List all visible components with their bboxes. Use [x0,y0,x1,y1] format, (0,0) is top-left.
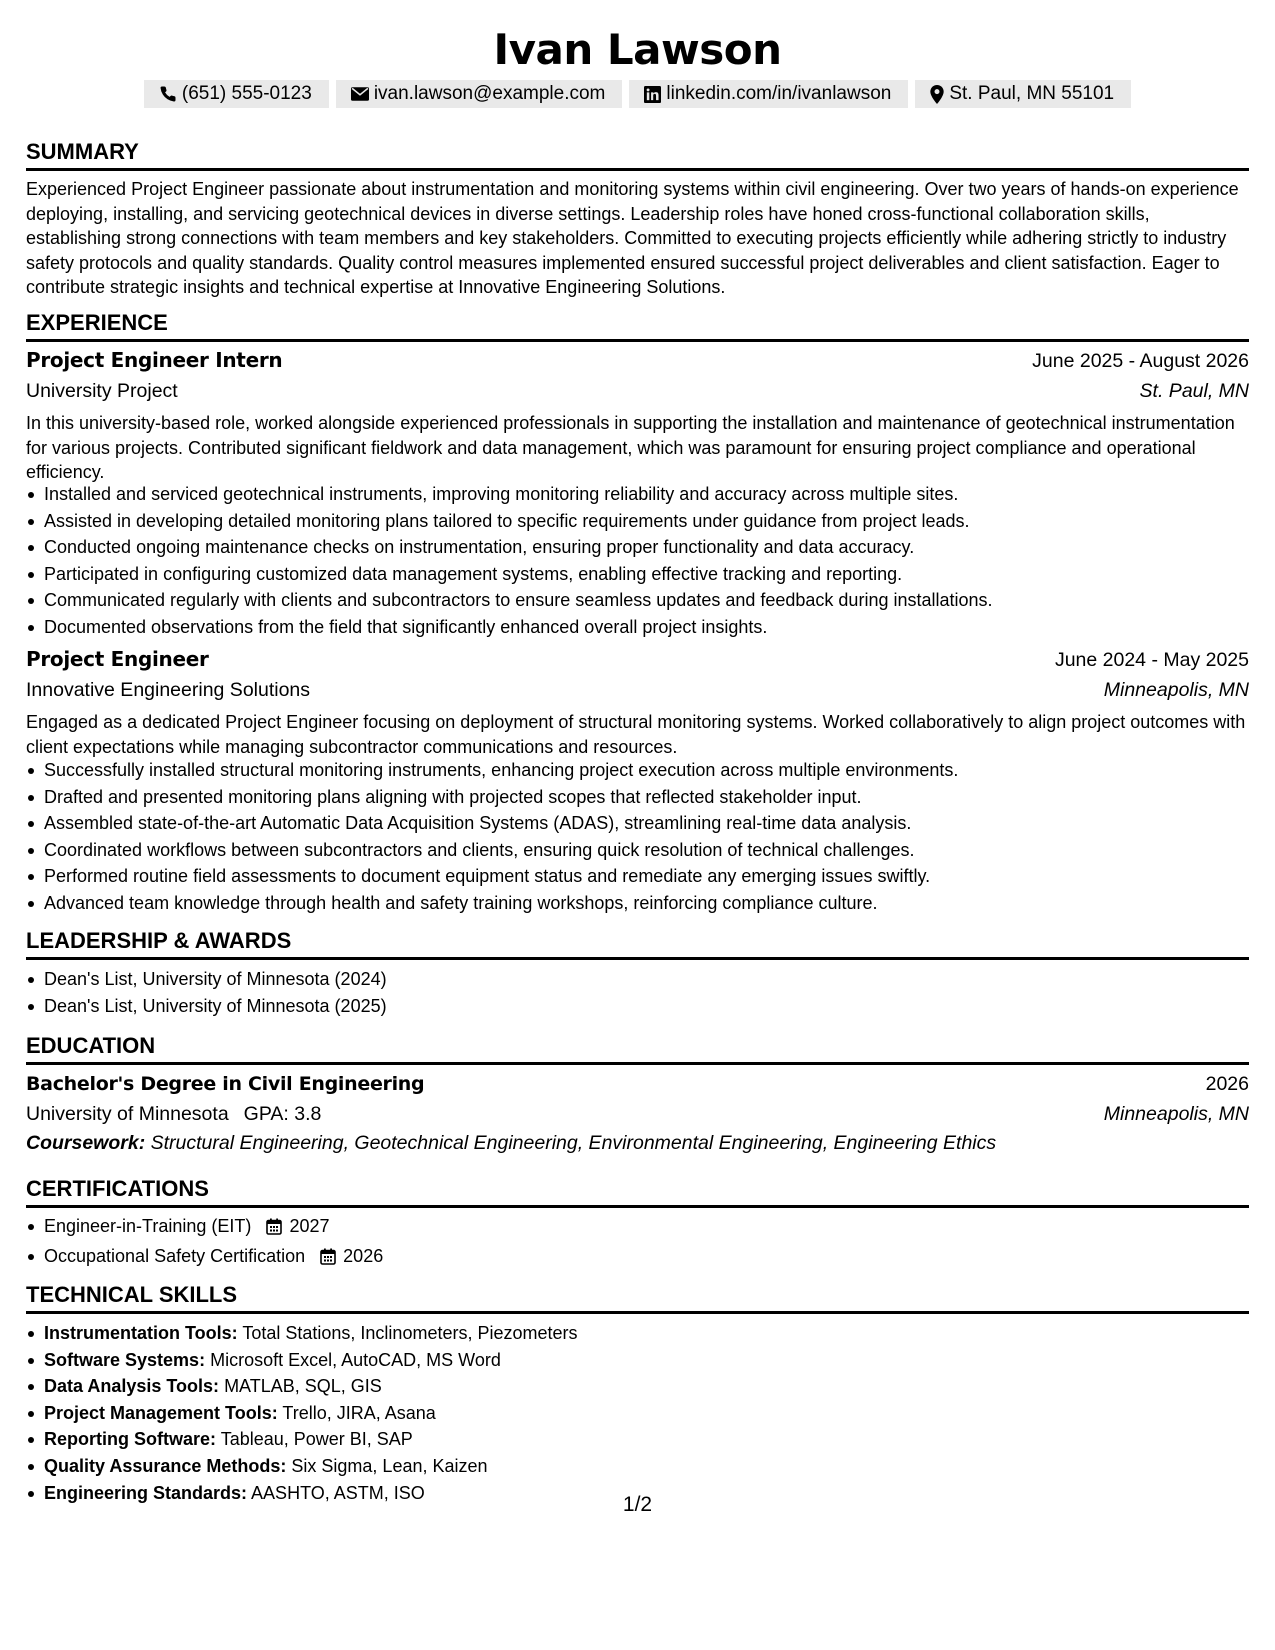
list-item: Performed routine field assessments to document equipment status and remediate any emerging issues swiftly. [26,863,1249,890]
envelope-icon [351,87,369,101]
job-2-bullets [26,757,1249,917]
education-header [26,1070,1249,1098]
location-text: St. Paul, MN 55101 [949,83,1115,104]
job-location: St. Paul, MN [1139,380,1249,402]
certification-year: 2026 [343,1245,384,1266]
skill-label: Engineering Standards: [44,1482,248,1503]
skill-label: Reporting Software: [44,1429,217,1450]
linkedin-chip[interactable] [629,80,908,108]
list-item: Installed and serviced geotechnical instruments, improving monitoring reliability and accuracy across multiple sites. [26,481,1249,508]
school-name: University of Minnesota [26,1103,229,1125]
list-item: Dean's List, University of Minnesota (2024) [26,966,1249,993]
skill-value: Trello, JIRA, Asana [282,1402,436,1423]
graduation-year: 2026 [1205,1073,1249,1095]
list-item: Coordinated workflows between subcontractors and clients, ensuring quick resolution of technical challenges. [26,837,1249,864]
skill-value: Six Sigma, Lean, Kaizen [291,1455,488,1476]
summary-text: Experienced Project Engineer passionate about instrumentation and monitoring systems within civil engineering. Over two years of hands-on experience deploying, installing, and servicing geotechnical devices in diverse settings. Leadership roles have honed cross-functional collaboration skills, establishing strong connections with team members and key stakeholders. Committed to executing projects efficiently while adhering strictly to industry safety protocols and quality standards. Quality control measures implemented ensured successful project deliverables and client satisfaction. Eager to contribute strategic insights and technical expertise at Innovative Engineering Solutions. [26,179,1239,298]
page-number: 1/2 [622,1493,653,1516]
skill-value: Total Stations, Inclinometers, Piezometers [242,1323,578,1343]
job-1-description: In this university-based role, worked alongside experienced professionals in supporting the installation and maintenance of geotechnical instrumentation for various projects. Contributed significant fieldwork and data management, which was paramount for ensuring project compliance and operational efficiency. [26,413,1235,483]
calendar-icon [320,1246,336,1273]
linkedin-icon [644,86,661,103]
email-address[interactable]: ivan.lawson@example.com [373,83,606,104]
leadership-heading: LEADERSHIP & AWARDS [26,926,1249,960]
skill-value: Microsoft Excel, AutoCAD, MS Word [210,1349,501,1370]
job-title: Project Engineer Intern [26,348,283,372]
job-organization: University Project [26,380,178,402]
skill-label: Quality Assurance Methods: [44,1455,287,1476]
email-chip[interactable] [336,80,623,108]
school-info [26,1100,321,1128]
list-item [26,1347,1249,1374]
skills-heading: TECHNICAL SKILLS [26,1280,1249,1314]
summary-heading: SUMMARY [26,137,1249,171]
certifications-list [26,1213,1249,1272]
certification-name: Occupational Safety Certification [44,1245,306,1266]
linkedin-url[interactable]: linkedin.com/in/ivanlawson [666,83,892,104]
list-item: Communicated regularly with clients and subcontractors to ensure seamless updates and feedback during installations. [26,587,1249,614]
job-title: Project Engineer [26,647,209,671]
certifications-heading: CERTIFICATIONS [26,1174,1249,1208]
job-location: Minneapolis, MN [1103,679,1249,701]
candidate-name: Ivan Lawson [493,25,782,74]
job-1-header [26,346,1249,375]
list-item: Assembled state-of-the-art Automatic Data Acquisition Systems (ADAS), streamlining real-time data analysis. [26,810,1249,837]
list-item [26,1320,1249,1347]
job-dates: June 2024 - May 2025 [1054,649,1249,671]
list-item [26,1426,1249,1453]
gpa: GPA: 3.8 [243,1103,322,1125]
list-item [26,1373,1249,1400]
list-item: Assisted in developing detailed monitoring plans tailored to specific requirements under guidance from project leads. [26,508,1249,535]
skill-value: AASHTO, ASTM, ISO [251,1482,425,1503]
coursework-label: Coursework: [26,1132,146,1154]
list-item: Advanced team knowledge through health and safety training workshops, reinforcing compliance culture. [26,890,1249,917]
experience-heading: EXPERIENCE [26,308,1249,342]
skill-label: Instrumentation Tools: [44,1323,238,1343]
coursework-line [26,1129,1249,1157]
location-chip [915,80,1131,108]
certification-year: 2027 [289,1216,330,1236]
skill-value: MATLAB, SQL, GIS [224,1376,382,1397]
phone-number: (651) 555-0123 [181,83,312,104]
job-dates: June 2025 - August 2026 [1032,350,1249,372]
coursework-list: Structural Engineering, Geotechnical Engineering, Environmental Engineering, Engineering Ethics [150,1132,997,1154]
skill-label: Software Systems: [44,1349,206,1370]
skill-value: Tableau, Power BI, SAP [220,1429,413,1450]
job-1-bullets [26,481,1249,641]
list-item [26,1213,1249,1243]
contact-bar [0,80,1275,108]
education-heading: EDUCATION [26,1031,1249,1065]
job-2-description: Engaged as a dedicated Project Engineer focusing on deployment of structural monitoring systems. Worked collaboratively to align project outcomes with client expectations while managing subcontractor communications and resources. [26,712,1246,757]
job-2-subheader [26,676,1249,704]
skills-list [26,1320,1249,1506]
job-2-header [26,645,1249,674]
list-item [26,1243,1249,1273]
list-item: Dean's List, University of Minnesota (2025) [26,993,1249,1020]
skill-label: Project Management Tools: [44,1402,278,1423]
certification-name: Engineer-in-Training (EIT) [44,1216,252,1236]
skill-label: Data Analysis Tools: [44,1376,220,1397]
map-pin-icon [930,85,944,104]
phone-icon [159,85,177,103]
list-item [26,1400,1249,1427]
list-item: Drafted and presented monitoring plans aligning with projected scopes that reflected stakeholder input. [26,784,1249,811]
calendar-icon [266,1216,282,1243]
list-item: Successfully installed structural monitoring instruments, enhancing project execution across multiple environments. [26,757,1249,784]
list-item: Conducted ongoing maintenance checks on instrumentation, ensuring proper functionality and data accuracy. [26,534,1249,561]
job-organization: Innovative Engineering Solutions [26,679,311,701]
degree-title: Bachelor's Degree in Civil Engineering [26,1073,425,1095]
phone-chip [144,80,329,108]
leadership-list [26,966,1249,1019]
list-item: Participated in configuring customized data management systems, enabling effective tracking and reporting. [26,561,1249,588]
list-item: Documented observations from the field that significantly enhanced overall project insights. [26,614,1249,641]
education-subheader [26,1100,1249,1128]
job-1-subheader [26,377,1249,405]
school-location: Minneapolis, MN [1103,1103,1249,1125]
list-item [26,1453,1249,1480]
